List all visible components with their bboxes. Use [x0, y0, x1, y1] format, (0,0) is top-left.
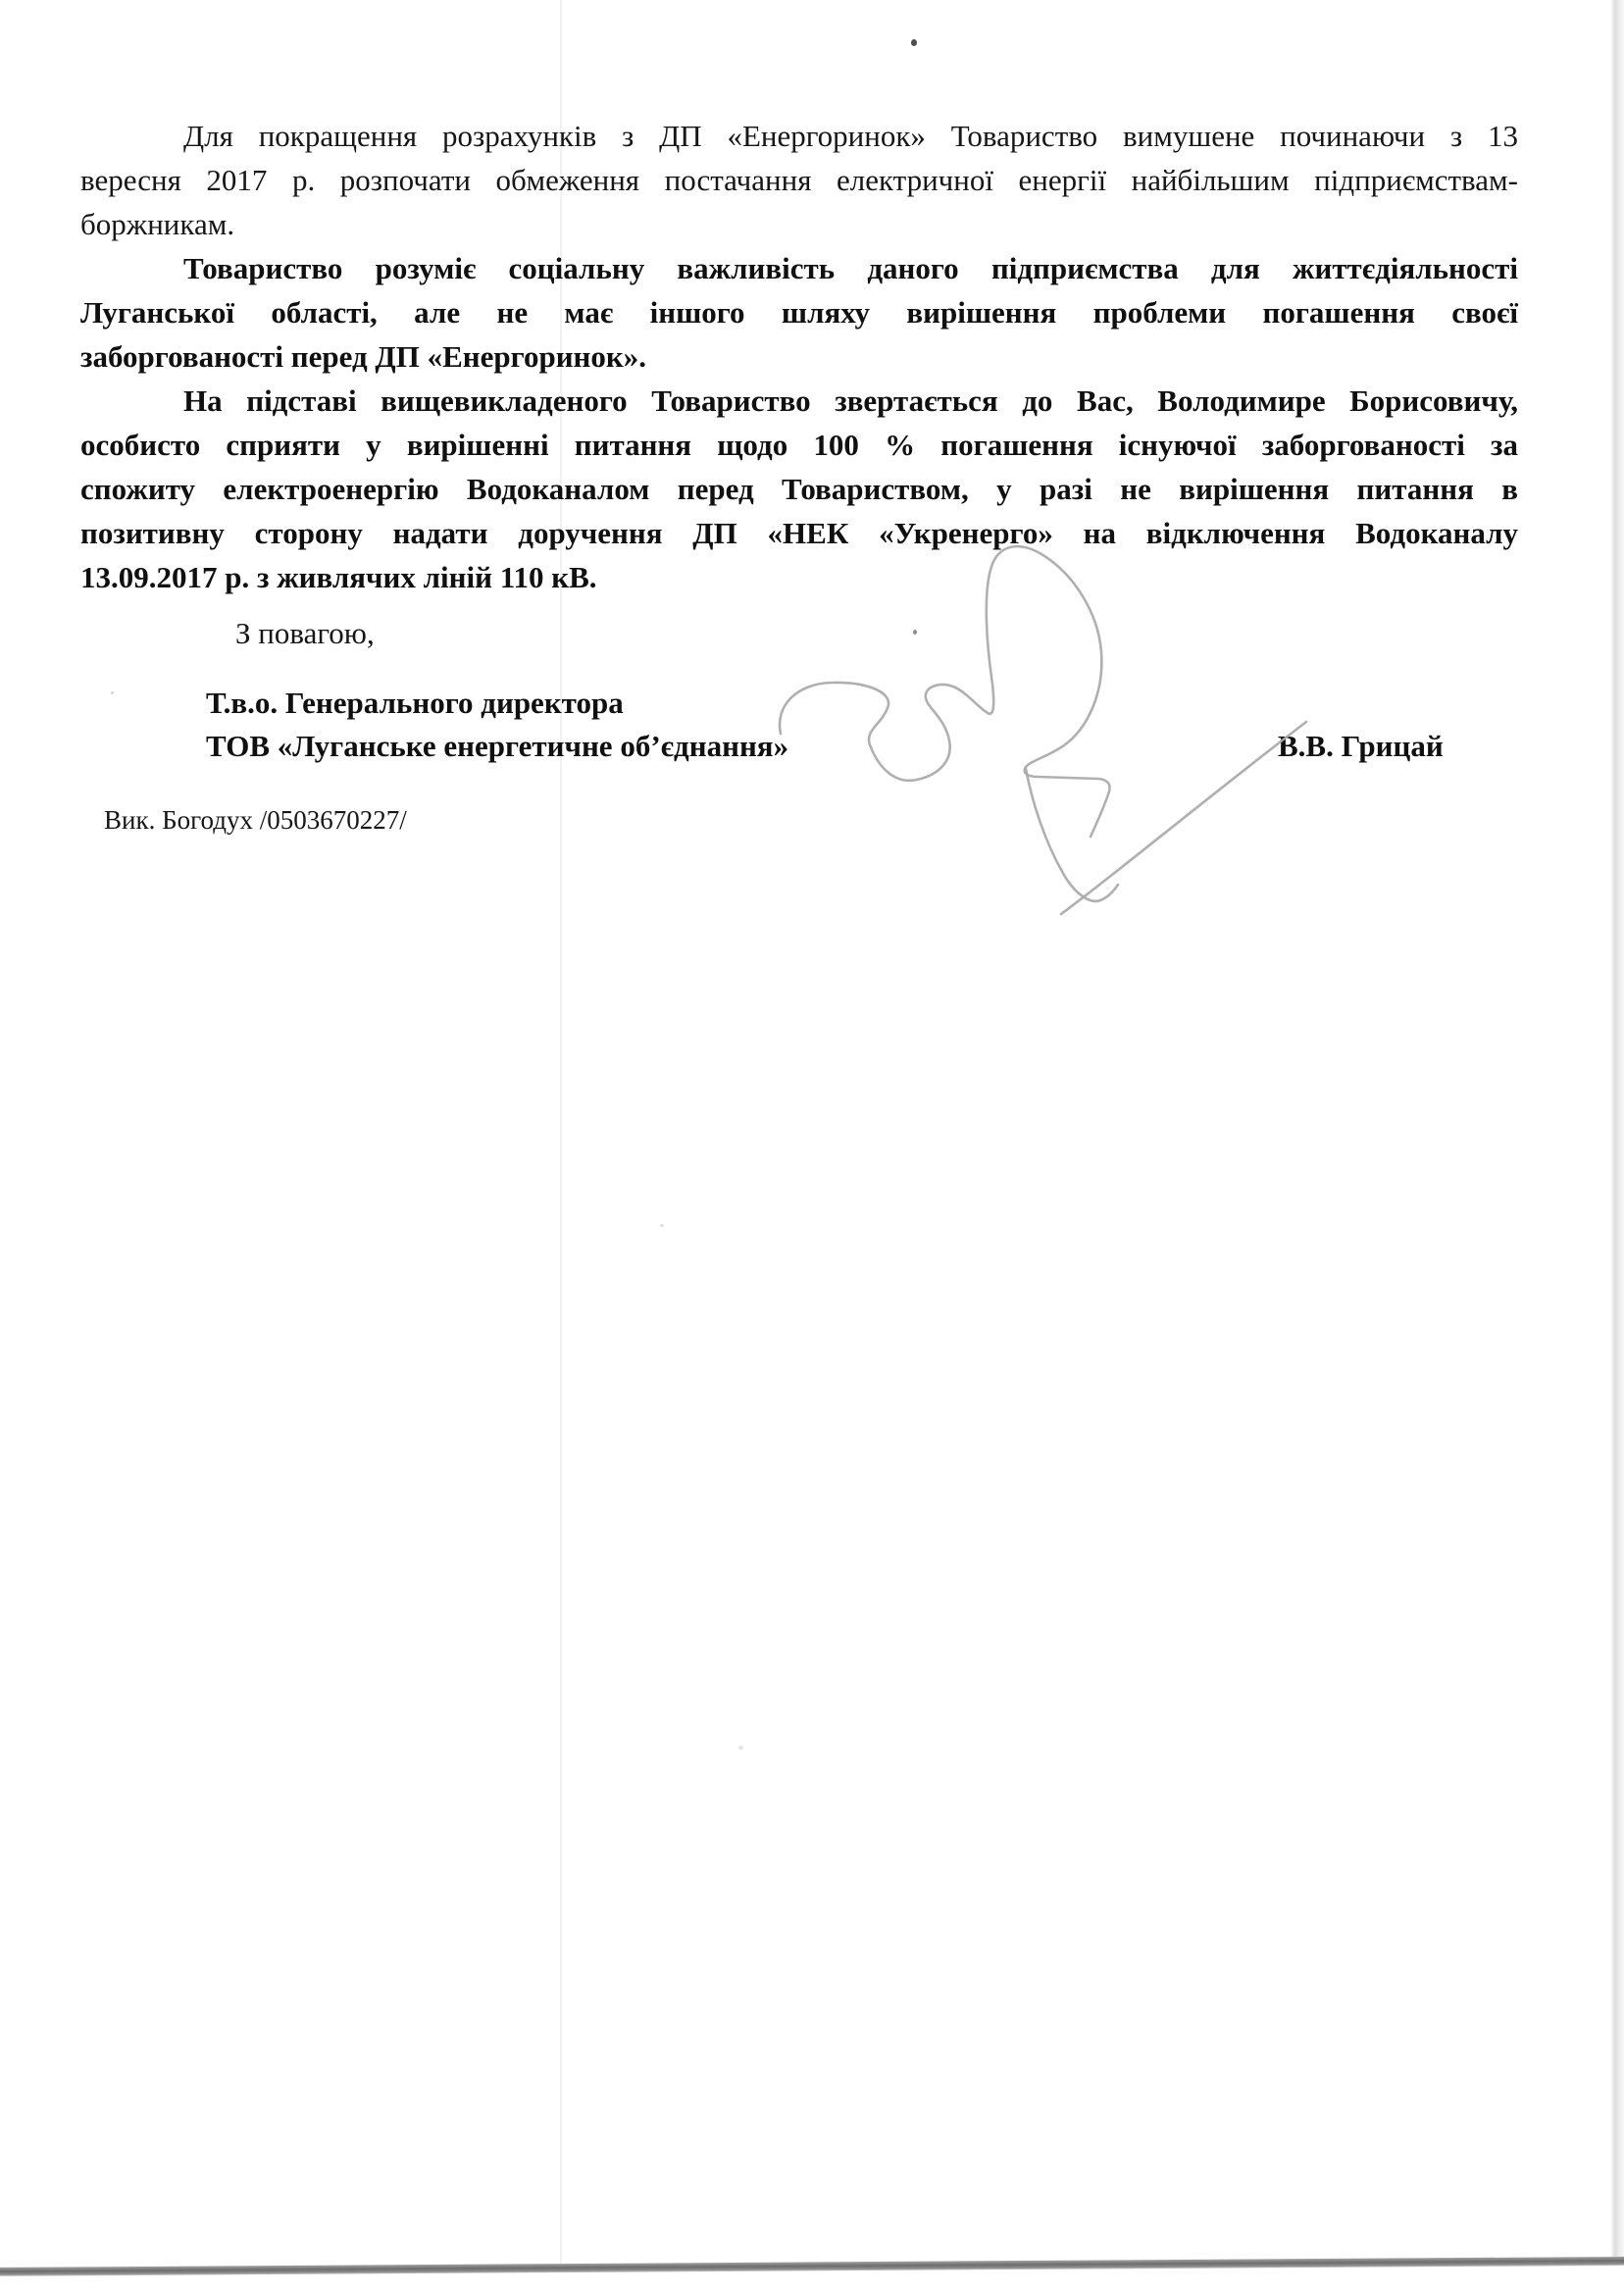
paragraph-line: Луганської області, але не має іншого шляху вирішення проблеми погашення своєї	[80, 295, 1518, 330]
page-edge-shade	[1610, 0, 1624, 2262]
executor-note: Вик. Богодух /0503670227/	[104, 805, 407, 835]
paragraph-line: позитивну сторону надати доручення ДП «НЕК «Укренерго» на відключення Водоканалу	[80, 516, 1518, 550]
paragraph-line: боржникам.	[80, 207, 235, 241]
signer-name: В.В. Грицай	[1278, 729, 1444, 763]
paragraph-line: Для покращення розрахунків з ДП «Енергоринок» Товариство вимушене починаючи з 13	[183, 119, 1518, 153]
signer-title-line-2: ТОВ «Луганське енергетичне об’єднання»	[206, 729, 789, 763]
paragraph-line: вересня 2017 р. розпочати обмеження постачання електричної енергії найбільшим підприємствам-	[80, 163, 1518, 197]
scan-speck	[911, 39, 917, 46]
closing-salutation: З повагою,	[235, 616, 375, 650]
handwritten-signature	[755, 530, 1324, 932]
scan-speck	[111, 691, 114, 694]
scan-bottom-edge	[0, 2257, 1624, 2276]
paragraph-line: Товариство розуміє соціальну важливість даного підприємства для життєдіяльності	[183, 251, 1518, 285]
paragraph-line: особисто сприяти у вирішенні питання щодо 100 % погашення існуючої заборгованості за	[80, 428, 1518, 462]
scan-speck	[660, 1224, 664, 1227]
paragraph-line: заборгованості перед ДП «Енергоринок».	[80, 339, 647, 374]
paragraph-2	[80, 246, 1518, 379]
paragraph-1	[80, 114, 1518, 246]
paragraph-line: спожиту електроенергію Водоканалом перед Товариством, у разі не вирішення питання в	[80, 472, 1518, 506]
paragraph-line: На підставі вищевикладеного Товариство звертається до Вас, Володимире Борисовичу,	[183, 383, 1518, 418]
scan-speck	[738, 1746, 743, 1750]
paragraph-line: 13.09.2017 р. з живлячих ліній 110 кВ.	[80, 560, 597, 594]
signer-title-line-1: Т.в.о. Генерального директора	[206, 686, 624, 720]
